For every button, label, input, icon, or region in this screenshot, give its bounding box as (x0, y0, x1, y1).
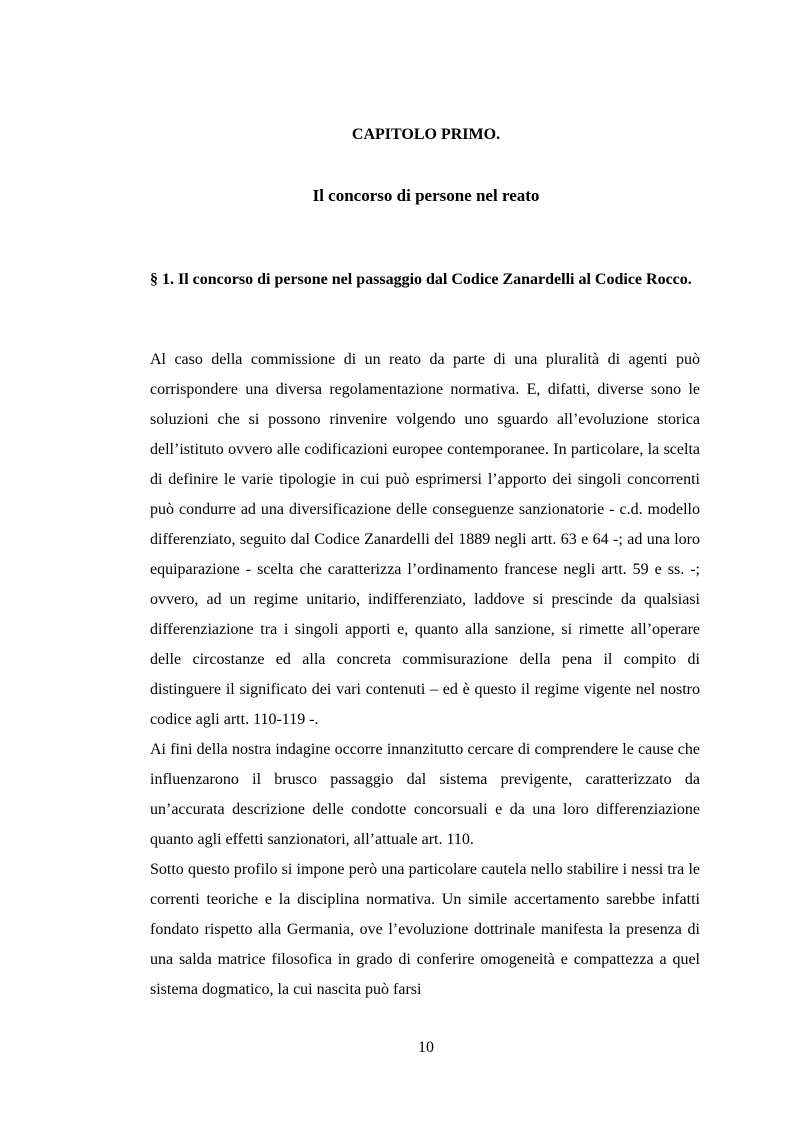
paragraph-1: Al caso della commissione di un reato da parte di una pluralità di agenti può corrispondere una diversa regolamentazione normativa. E, difatti, diverse sono le soluzioni che si possono rinvenire volgendo uno sguardo all’evoluzione storica dell’istituto ovvero alle codificazioni europee contemporanee. In particolare, la scelta di definire le varie tipologie in cui può esprimersi l’apporto dei singoli concorrenti può condurre ad una diversificazione delle conseguenze sanzionatorie - c.d. modello differenziato, seguito dal Codice Zanardelli del 1889 negli artt. 63 e 64 -; ad una loro equiparazione - scelta che caratterizza l’ordinamento francese negli artt. 59 e ss. -; ovvero, ad un regime unitario, indifferenziato, laddove si prescinde da qualsiasi differenziazione tra i singoli apporti e, quanto alla sanzione, si rimette all’operare delle circostanze ed alla concreta commisurazione della pena il compito di distinguere il significato dei vari contenuti – ed è questo il regime vigente nel nostro codice agli artt. 110-119 -. (150, 351, 700, 728)
page-number: 10 (418, 1039, 434, 1056)
paragraph-2: Ai fini della nostra indagine occorre innanzitutto cercare di comprendere le cause che influenzarono il brusco passaggio dal sistema previgente, caratterizzato da un’accurata descrizione delle condotte concorsuali e da una loro differenziazione quanto agli effetti sanzionatori, all’attuale art. 110. (150, 741, 700, 848)
body-text (150, 345, 700, 1005)
section-heading: § 1. Il concorso di persone nel passaggio dal Codice Zanardelli al Codice Rocco. (150, 271, 692, 288)
paragraph-3: Sotto questo profilo si impone però una particolare cautela nello stabilire i nessi tra le correnti teoriche e la disciplina normativa. Un simile accertamento sarebbe infatti fondato rispetto alla Germania, ove l’evoluzione dottrinale manifesta la presenza di una salda matrice filosofica in grado di conferire omogeneità e compattezza a quel sistema dogmatico, la cui nascita può farsi (150, 861, 700, 998)
chapter-subtitle: Il concorso di persone nel reato (312, 186, 540, 205)
chapter-title: CAPITOLO PRIMO. (351, 126, 501, 143)
